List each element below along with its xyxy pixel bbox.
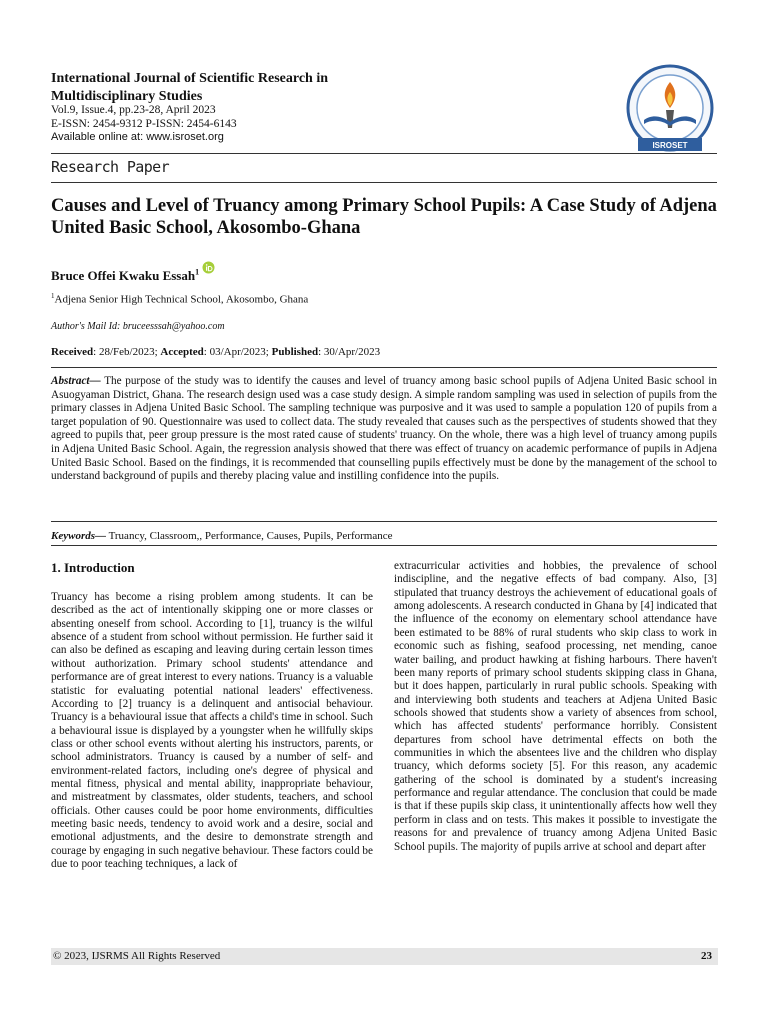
isroset-logo xyxy=(622,62,718,162)
author-name: Bruce Offei Kwaku Essah xyxy=(51,268,196,283)
accepted-label: Accepted xyxy=(160,346,204,358)
accepted-date: : 03/Apr/2023; xyxy=(203,346,272,358)
logo-text: ISROSET xyxy=(652,141,688,150)
publication-dates xyxy=(51,346,380,358)
availability-line xyxy=(51,131,224,143)
published-date: : 30/Apr/2023 xyxy=(318,346,381,358)
intro-right-column: extracurricular activities and hobbies, the prevalence of school indiscipline, and the negative effects of bad company. Also, [3] stipulated that truancy destroys the achievement of educational goals of among adolescents. A research conducted in Ghana by [4] indicated that the influence of the economy on elementary school attendance have been estimated to be 88% of rural students who skip class to work in economic such as fishing, seafood processing, net mending, canoe water bailing, and product hawking at fishing harbours. There haven't been many reports of primary school students skipping class in Ghana, but it does happen, particularly in rural public schools. Speaking with and interviewing both students and teachers at Adjena United Basic schools showed that students show a variety of absences from school, which has affected students' performance horribly. Consistent departures from school have detrimental effects on both the communities in which the absentees live and the children who display truancy, which deforms society [5]. For this reason, any academic gathering of the school is dominated by a student's increasing performance and regular attendance. The conclusion that could be made is that if these pupils skip class, it unintentionally affects how well they perform in class and on tests. This makes it possible to investigate the reasons for and prevalence of truancy among Adjena United Basic School pupils. The majority of pupils arrive at school and depart after xyxy=(394,560,717,853)
author-line xyxy=(51,261,215,284)
keywords-label: Keywords— xyxy=(51,530,106,542)
abstract xyxy=(51,375,717,484)
header-divider xyxy=(51,153,717,154)
section-heading-introduction: 1. Introduction xyxy=(51,560,135,575)
received-date: : 28/Feb/2023; xyxy=(93,346,161,358)
abstract-top-divider xyxy=(51,367,717,368)
category-divider xyxy=(51,182,717,183)
published-label: Published xyxy=(271,346,319,358)
affiliation-sup: 1 xyxy=(51,292,55,300)
journal-volume: Vol.9, Issue.4, pp.23-28, April 2023 xyxy=(51,104,216,116)
journal-issn: E-ISSN: 2454-9312 P-ISSN: 2454-6143 xyxy=(51,118,237,130)
keywords-text: Truancy, Classroom,, Performance, Causes, Pupils, Performance xyxy=(108,530,393,542)
affiliation-text: Adjena Senior High Technical School, Akosombo, Ghana xyxy=(54,293,309,306)
paper-category: Research Paper xyxy=(51,158,170,176)
keywords-divider xyxy=(51,545,717,546)
footer-copyright: © 2023, IJSRMS All Rights Reserved xyxy=(53,950,221,962)
keywords xyxy=(51,530,392,542)
paper-title: Causes and Level of Truancy among Primary School Pupils: A Case Study of Adjena United Basic School, Akosombo-Ghana xyxy=(51,196,717,238)
journal-title: International Journal of Scientific Research in Multidisciplinary Studies xyxy=(51,71,329,104)
author-mail: Author's Mail Id: bruceesssah@yahoo.com xyxy=(51,321,225,332)
abstract-label: Abstract— xyxy=(51,375,101,387)
journal-url-link[interactable]: www.isroset.org xyxy=(146,131,224,143)
abstract-bottom-divider xyxy=(51,521,717,522)
intro-left-column: Truancy has become a rising problem among students. It can be described as the act of intentionally skipping one or more classes or absenting oneself from school. According to [1], truancy is the wilful absence of a student from school without permission. He further said it can also be defined as escaping and leaving during certain lesson times without authorization. Primary school students' attendance and performance are of great interest to every nations. Truancy is a valuable statistic for evaluating potential national leaders' effectiveness. According to [2] truancy is a delinquent and antisocial behaviour. Truancy is a behavioural issue that affects a child's time in school. Such a behavioural issue is displayed by a youngster when he willfully skips class or other school events without alerting his instructors, parents, or school administrators. Truancy is caused by a number of self- and environment-related factors, including one's degree of physical and mental fitness, physical and mental ability, inappropriate behaviour, and mistreatment by classmates, older students, teachers, and school officials. Other causes could be poor home environments, difficulties meeting basic needs, tendency to avoid work and a desire, social and emotional adjustments, and the desire to demonstrate strength and courage by engaging in such negative behaviour. These factors could be due to poor teaching techniques, a lack of xyxy=(51,591,373,871)
orcid-icon[interactable] xyxy=(202,261,215,274)
affiliation xyxy=(51,292,308,306)
page-number: 23 xyxy=(701,950,712,962)
received-label: Received xyxy=(51,346,94,358)
abstract-text: The purpose of the study was to identify the causes and level of truancy among basic school pupils of Adjena United Basic school in Asuogyaman District, Ghana. The research design used was a case study design. A simple random sampling was used in selection of pupils from the primary classes in Adjena United Basic School. The sampling technique was purposive and it was used to sample a population 120 of pupils from a target population of 90. Questionnaire was used to collect data. The study revealed that causes such as the perspectives of students showed that they agreed to pupils that, peer group pressure is the most rated cause of students' truancy. On the whole, there was a high level of truancy among pupils in Adjena United Basic School. Again, the regression analysis showed that there was effect of truancy on academic performance of pupils in Adjena United Basic School. Based on the findings, it is recommended that counselling pupils effectively must be done by the management of the school to understand background of pupils and thereby placing value and instilling confidence into the pupils. xyxy=(51,375,717,483)
availability-label: Available online at: xyxy=(51,131,144,143)
author-sup: 1 xyxy=(195,267,200,277)
